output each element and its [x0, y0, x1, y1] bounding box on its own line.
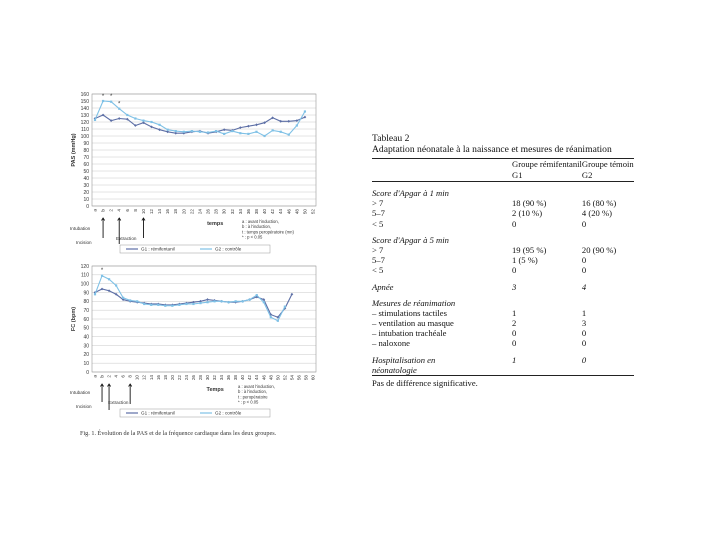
legend-note: a : avant l'induction, — [238, 384, 275, 389]
y-tick-label: 0 — [86, 369, 89, 376]
legend-label: G1 : rémifentanil — [141, 410, 175, 416]
data-point — [247, 133, 249, 135]
x-tick-label: 60 — [310, 375, 316, 381]
x-tick-label: a — [92, 209, 98, 212]
x-tick-label: 42 — [270, 209, 276, 215]
row-label: 5–7 — [372, 255, 385, 266]
data-point — [118, 108, 120, 110]
cell-g2: 4 (20 %) — [581, 208, 612, 219]
data-point — [256, 294, 258, 296]
legend-note: t : temps peropératoire (mn) — [242, 229, 294, 235]
y-axis-label: FC (bpm) — [71, 306, 77, 332]
y-tick-label: 40 — [83, 175, 89, 182]
data-point — [136, 300, 138, 302]
cell-g1: 0 — [512, 218, 517, 229]
data-point — [157, 304, 159, 306]
cell-g2: 3 — [581, 318, 587, 329]
data-point — [110, 101, 112, 103]
x-tick-label: 16 — [155, 375, 161, 381]
cell-g1: 0 — [512, 328, 517, 339]
table-row — [372, 338, 634, 348]
cell-g2: 0 — [581, 218, 587, 229]
x-tick-label: 40 — [262, 209, 268, 215]
x-tick-label: 4 — [116, 209, 122, 212]
data-point — [239, 126, 242, 129]
data-point — [183, 131, 185, 133]
data-point — [280, 131, 282, 133]
y-tick-label: 70 — [83, 307, 89, 314]
x-tick-label: 24 — [197, 209, 203, 215]
row-label: Score d'Apgar à 1 min — [372, 188, 449, 198]
y-tick-label: 130 — [80, 112, 89, 119]
x-tick-label: 36 — [226, 375, 232, 381]
cell-g1: 1 — [512, 354, 517, 365]
data-point — [247, 125, 250, 128]
y-tick-label: 0 — [86, 203, 89, 210]
y-tick-label: 10 — [83, 360, 89, 367]
y-tick-label: 110 — [81, 126, 89, 133]
y-tick-label: 80 — [83, 147, 89, 154]
cell-g2: 0 — [581, 338, 587, 349]
event-label: Incision — [76, 404, 92, 409]
x-tick-label: 36 — [245, 209, 251, 215]
table-row — [372, 245, 634, 255]
x-tick-label: 56 — [296, 375, 302, 381]
cell-g2 — [582, 188, 634, 198]
data-point — [142, 120, 144, 122]
x-axis-label: temps — [207, 221, 224, 227]
x-tick-label: b — [99, 375, 105, 378]
cell-g1: 0 — [512, 265, 517, 276]
cell-g2: 0 — [581, 255, 587, 266]
table-header-row-1 — [372, 159, 634, 171]
cell-g2 — [582, 365, 634, 376]
data-point — [126, 114, 128, 116]
x-tick-label: 22 — [189, 209, 195, 215]
cell-g1: 1 (5 %) — [512, 255, 538, 266]
data-point — [118, 117, 121, 120]
data-point — [158, 124, 160, 126]
x-tick-label: 26 — [205, 209, 211, 215]
table-footnote: Pas de différence significative. — [372, 378, 478, 388]
x-tick-label: 48 — [268, 375, 274, 381]
cell-g1: 2 (10 %) — [512, 208, 543, 219]
y-tick-label: 40 — [83, 334, 89, 341]
x-tick-label: 48 — [294, 209, 300, 215]
row-label: 5–7 — [372, 208, 385, 219]
y-tick-label: 90 — [83, 290, 89, 297]
y-tick-label: 150 — [80, 98, 89, 105]
table-row — [372, 208, 634, 218]
table-row — [372, 355, 634, 365]
data-point — [296, 124, 298, 126]
x-tick-label: 20 — [169, 375, 175, 381]
x-tick-label: 26 — [190, 375, 196, 381]
legend-label: G2 : contrôle — [215, 410, 242, 416]
y-tick-label: 100 — [80, 133, 89, 140]
cell-g1 — [512, 298, 582, 308]
fc-chart-panel — [70, 262, 320, 428]
cell-g1 — [512, 365, 582, 376]
x-tick-label: 16 — [165, 209, 171, 215]
x-tick-label: 54 — [289, 375, 295, 381]
data-point — [223, 133, 225, 135]
y-tick-label: 60 — [83, 161, 89, 168]
x-tick-label: 4 — [113, 375, 119, 378]
cell-g2 — [582, 235, 634, 245]
y-axis-label: PAS (mmHg) — [71, 133, 77, 167]
x-tick-label: 38 — [233, 375, 239, 381]
data-point — [101, 275, 103, 277]
x-tick-label: 34 — [219, 375, 225, 381]
data-point — [206, 301, 208, 303]
cell-g1: 19 (95 %) — [512, 244, 547, 255]
data-point — [239, 132, 241, 134]
data-point — [199, 131, 201, 133]
row-label: Mesures de réanimation — [372, 297, 456, 308]
pas-chart — [70, 90, 320, 262]
legend-note: b : à l'induction, — [238, 389, 267, 395]
event-label: Extraction — [116, 236, 137, 241]
data-point — [272, 129, 274, 131]
x-tick-label: 34 — [237, 209, 243, 215]
x-tick-label: 30 — [205, 375, 211, 381]
data-point — [231, 130, 233, 132]
data-point — [102, 100, 104, 102]
row-label: Apnée — [372, 281, 394, 292]
y-tick-label: 110 — [81, 272, 89, 279]
data-point — [164, 305, 166, 307]
data-point — [94, 293, 96, 295]
x-tick-label: 40 — [240, 375, 246, 381]
y-tick-label: 50 — [83, 325, 89, 332]
x-tick-label: 10 — [140, 209, 146, 215]
data-point — [288, 134, 290, 136]
event-label: Extraction — [108, 400, 129, 405]
x-tick-label: 22 — [176, 375, 182, 381]
cell-g2: 0 — [581, 328, 587, 339]
figure-caption: Fig. 1. Évolution de la PAS et de la fréquence cardiaque dans les deux groupes. — [80, 430, 277, 437]
data-point — [287, 120, 290, 123]
cell-g2: 0 — [581, 265, 587, 276]
row-label: – ventilation au masque — [372, 318, 454, 329]
data-point — [249, 298, 251, 300]
legend-note: * : p < 0.05 — [238, 399, 259, 405]
row-label: Score d'Apgar à 5 min — [372, 234, 449, 245]
data-point — [228, 301, 230, 303]
legend-note: a : avant l'induction, — [242, 219, 279, 224]
y-tick-label: 120 — [80, 119, 89, 126]
significance-asterisk: * — [118, 101, 121, 108]
significance-asterisk: * — [101, 93, 105, 100]
data-point — [207, 131, 209, 133]
data-point — [255, 131, 257, 133]
x-tick-label: 38 — [253, 209, 259, 215]
x-tick-label: a — [92, 375, 98, 378]
data-point — [242, 300, 244, 302]
data-point — [206, 298, 209, 301]
data-point — [122, 297, 124, 299]
table-row — [372, 198, 634, 208]
row-label: < 5 — [372, 218, 384, 229]
x-tick-label: 44 — [278, 209, 284, 215]
pas-chart-panel — [70, 90, 320, 262]
significance-asterisk: * — [100, 268, 104, 275]
data-point — [94, 119, 96, 121]
row-label: néonatologie — [372, 365, 512, 376]
x-tick-label: 14 — [148, 375, 154, 381]
y-tick-label: 160 — [80, 91, 89, 98]
legend-label: G1 : rémifentanil — [141, 246, 175, 252]
header-g2-line2: G2 — [582, 170, 634, 182]
data-point — [143, 303, 145, 305]
table-header-row-2 — [372, 170, 634, 182]
x-tick-label: 42 — [247, 375, 253, 381]
cell-g2: 1 — [581, 307, 587, 318]
x-tick-label: 8 — [127, 375, 133, 378]
x-tick-label: 50 — [302, 209, 308, 215]
y-tick-label: 50 — [83, 168, 89, 175]
x-tick-label: 30 — [221, 209, 227, 215]
table-row — [372, 318, 634, 328]
cell-g1 — [512, 235, 582, 245]
table-row — [372, 298, 634, 308]
y-tick-label: 140 — [80, 105, 89, 112]
table-row — [372, 265, 634, 275]
table-row — [372, 235, 634, 245]
row-label: < 5 — [372, 265, 384, 276]
fc-chart — [70, 262, 320, 428]
x-tick-label: 32 — [229, 209, 235, 215]
x-tick-label: 44 — [254, 375, 260, 381]
cell-g1: 0 — [512, 338, 517, 349]
x-tick-label: 18 — [162, 375, 168, 381]
x-tick-label: 32 — [212, 375, 218, 381]
data-point — [178, 304, 180, 306]
data-point — [199, 302, 201, 304]
x-tick-label: b — [100, 209, 106, 212]
row-label: – intubation trachéale — [372, 328, 447, 339]
data-point — [129, 299, 131, 301]
y-tick-label: 30 — [83, 182, 89, 189]
cell-g2: 0 — [581, 354, 587, 365]
x-tick-label: 46 — [286, 209, 292, 215]
y-tick-label: 30 — [83, 343, 89, 350]
y-tick-label: 120 — [80, 263, 89, 270]
data-point — [235, 300, 237, 302]
row-label: > 7 — [372, 198, 384, 209]
table-row — [372, 282, 634, 292]
data-point — [175, 130, 177, 132]
x-tick-label: 28 — [213, 209, 219, 215]
row-label: – stimulations tactiles — [372, 307, 447, 318]
legend-note: b : à l'induction, — [242, 224, 271, 230]
x-tick-label: 18 — [173, 209, 179, 215]
event-label: Incision — [76, 240, 92, 245]
data-point — [108, 278, 110, 280]
cell-g1: 1 — [512, 307, 517, 318]
data-point — [270, 316, 272, 318]
x-tick-label: 2 — [106, 375, 112, 378]
y-tick-label: 90 — [83, 140, 89, 147]
x-tick-label: 24 — [183, 375, 189, 381]
data-point — [223, 128, 226, 131]
x-tick-label: 58 — [303, 375, 309, 381]
x-axis-label: Temps — [206, 387, 224, 393]
data-point — [158, 128, 161, 131]
event-label: Intubation — [70, 390, 91, 395]
legend-label: G2 : contrôle — [215, 246, 242, 252]
header-g2-line1: Groupe témoin — [581, 159, 634, 169]
data-point — [171, 305, 173, 307]
data-point — [263, 135, 265, 137]
cell-g2: 4 — [581, 281, 587, 292]
data-point — [284, 306, 286, 308]
x-tick-label: 52 — [282, 375, 288, 381]
y-tick-label: 10 — [83, 196, 89, 203]
row-label: > 7 — [372, 244, 384, 255]
data-point — [213, 300, 215, 302]
data-point — [166, 130, 169, 133]
data-point — [255, 123, 258, 126]
table-body — [372, 158, 634, 376]
x-tick-label: 46 — [261, 375, 267, 381]
legend-note: * : p < 0.05 — [242, 234, 263, 240]
data-point — [134, 117, 136, 119]
data-point — [191, 130, 193, 132]
y-tick-label: 20 — [83, 352, 89, 359]
data-point — [115, 284, 117, 286]
x-tick-label: 12 — [149, 209, 155, 215]
table-subtitle: Adaptation néonatale à la naissance et mesures de réanimation — [372, 144, 612, 155]
x-tick-label: 28 — [197, 375, 203, 381]
data-point — [220, 300, 222, 302]
y-tick-label: 20 — [83, 189, 89, 196]
x-tick-label: 50 — [275, 375, 281, 381]
table-row — [372, 328, 634, 338]
data-point — [192, 303, 194, 305]
x-tick-label: 14 — [157, 209, 163, 215]
header-g1-line1: Groupe rémifentanil — [512, 159, 582, 169]
table-row — [372, 365, 634, 376]
table-title: Tableau 2 — [372, 133, 410, 144]
y-tick-label: 80 — [83, 299, 89, 306]
table-row — [372, 255, 634, 265]
event-label: Intubation — [70, 226, 91, 231]
data-point — [304, 110, 306, 112]
row-label: Hospitalisation en — [372, 354, 436, 365]
y-tick-label: 70 — [83, 154, 89, 161]
header-g1-line2: G1 — [512, 170, 582, 182]
cell-g1: 2 — [512, 318, 517, 329]
data-point — [167, 129, 169, 131]
x-tick-label: 6 — [120, 375, 126, 378]
x-tick-label: 8 — [132, 209, 138, 212]
x-tick-label: 2 — [108, 209, 114, 212]
cell-g2: 16 (80 %) — [581, 198, 617, 209]
table-2 — [372, 133, 634, 388]
y-tick-label: 60 — [83, 316, 89, 323]
cell-g2 — [582, 298, 634, 308]
significance-asterisk: * — [109, 93, 113, 100]
data-point — [185, 303, 187, 305]
data-point — [150, 121, 152, 123]
cell-g2: 20 (90 %) — [581, 244, 617, 255]
cell-g1: 18 (90 %) — [512, 198, 547, 209]
table-row — [372, 308, 634, 318]
table-row — [372, 188, 634, 198]
data-point — [215, 130, 217, 132]
cell-g1: 3 — [512, 281, 517, 292]
cell-g1 — [512, 188, 582, 198]
x-tick-label: 20 — [181, 209, 187, 215]
table-row — [372, 219, 634, 229]
legend-note: t : peropératoire — [238, 394, 268, 400]
data-point — [150, 304, 152, 306]
x-tick-label: 6 — [124, 209, 130, 212]
x-tick-label: 12 — [141, 375, 147, 381]
data-point — [174, 132, 177, 135]
x-tick-label: 52 — [310, 209, 316, 215]
row-label: – naloxone — [372, 338, 410, 349]
y-tick-label: 100 — [80, 281, 89, 288]
data-point — [263, 301, 265, 303]
data-point — [277, 320, 279, 322]
x-tick-label: 10 — [134, 375, 140, 381]
